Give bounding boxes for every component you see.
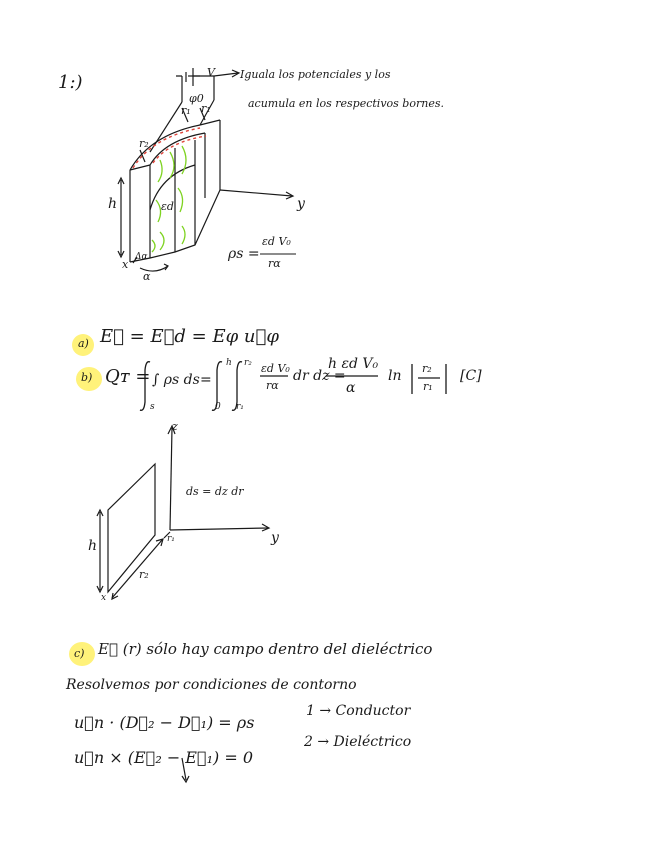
part-c-eq2: u⃗n × (E⃗₂ − E⃗₁) = 0 [74,748,253,767]
fig1-voltage: V [207,66,215,79]
fig1-r2: r₂ [139,137,149,150]
part-b-label: b) [81,371,93,384]
fig1-r1b: r₁ [201,102,211,115]
part-b-result-den: α [346,380,356,396]
part-a-equation: E⃗ = E⃗d = Eφ u⃗φ [100,326,279,347]
rho-formula-den: rα [268,257,281,270]
part-b-q-lhs: Qᴛ = [105,366,151,387]
part-b-ln: ln [388,368,402,384]
part-c-key2: 2 → Dieléctrico [304,734,412,750]
part-c-line1: E⃗ (r) sólo hay campo dentro del dieléctrico [98,640,433,658]
part-b-ratio-num: r₂ [422,362,432,375]
part-b-eq1: = [200,372,212,388]
part-c-label: c) [74,647,85,660]
part-b-int-r-bot: r₁ [236,402,244,412]
part-b-int-r-top: r₂ [244,358,252,368]
rho-formula-lhs: ρs = [228,246,260,262]
part-b-integrand-den: rα [266,379,279,392]
note-line-2: acumula en los respectivos bornes. [248,97,444,110]
fig1-eps: εd [161,200,174,213]
fig1-delta-alpha: Δα [135,252,148,262]
fig2-ds: ds = dz dr [186,485,244,498]
part-b-result-num: h εd V₀ [328,356,379,372]
part-b-integrand-num: εd V₀ [261,362,290,375]
fig2-y: y [271,530,279,546]
part-b-ratio-den: r₁ [423,380,433,393]
fig2-z: z [172,420,178,433]
fig1-r1a: r₁ [181,104,191,117]
part-c-eq1: u⃗n · (D⃗₂ − D⃗₁) = ρs [74,713,255,732]
fig2-h: h [88,538,98,554]
fig1-alpha: α [143,270,151,283]
part-a-label: a) [78,337,89,350]
part-c-key1: 1 → Conductor [306,703,411,719]
part-b-sub-s: s [150,402,155,412]
fig1-y: y [297,196,305,212]
part-b-int-h-top: h [226,358,232,368]
part-b-integral1: ∫ ρs ds [152,372,200,388]
fig2-r1: r₁ [167,534,175,544]
fig1-h: h [108,196,118,212]
part-b-dr-dz: dr dz = [293,368,346,384]
part-b-unit: [C] [460,368,482,384]
fig1-x: x [122,258,129,271]
note-line-1: Iguala los potenciales y los [240,68,391,81]
fig1-phi0: φ0 [189,92,204,105]
fig2-r2: r₂ [139,568,149,581]
fig2-x: x [101,593,107,603]
rho-formula-num: εd V₀ [262,235,291,248]
problem-number: 1:) [58,72,83,93]
part-b-int-h-bot: 0 [215,402,221,412]
part-c-line2: Resolvemos por condiciones de contorno [66,677,357,693]
